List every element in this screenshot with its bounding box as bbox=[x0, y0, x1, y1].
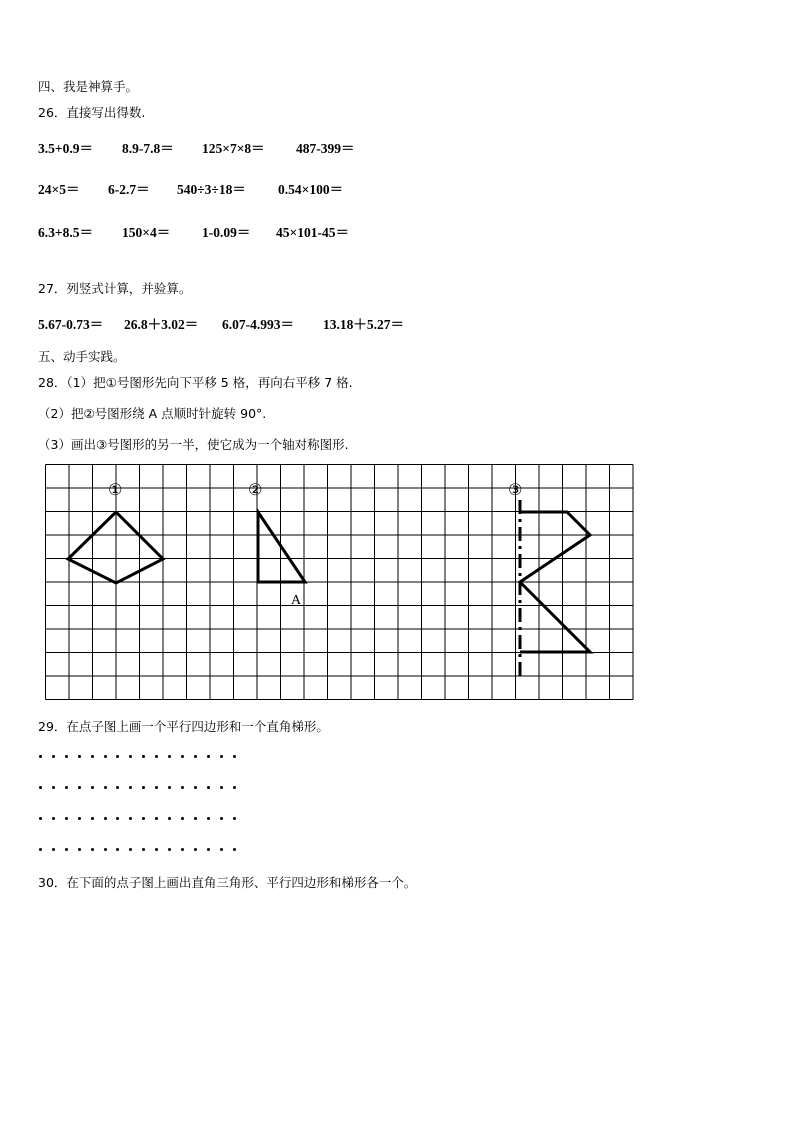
grid-dot bbox=[116, 848, 119, 851]
q26-expr: 125×7×8＝ bbox=[202, 141, 265, 156]
q27-expr: 6.07-4.993＝ bbox=[222, 317, 294, 332]
grid-dot bbox=[194, 817, 197, 820]
q26-expr: 6.3+8.5＝ bbox=[38, 225, 93, 240]
q28-line-2: （2）把②号图形绕 A 点顺时针旋转 90°. bbox=[38, 406, 267, 421]
q26-title: 26．直接写出得数. bbox=[38, 105, 146, 120]
q26-expr: 3.5+0.9＝ bbox=[38, 141, 93, 156]
grid-dot bbox=[181, 817, 184, 820]
grid-dot bbox=[52, 755, 55, 758]
grid-dot bbox=[52, 786, 55, 789]
section-4-title: 四、我是神算手。 bbox=[38, 79, 139, 94]
q28-line-3: （3）画出③号图形的另一半，使它成为一个轴对称图形. bbox=[38, 437, 349, 452]
q27-expr: 5.67-0.73＝ bbox=[38, 317, 104, 332]
q26-expr: 487-399＝ bbox=[296, 141, 355, 156]
grid-dot bbox=[39, 817, 42, 820]
grid-dot bbox=[78, 817, 81, 820]
point-a-label: A bbox=[291, 593, 302, 608]
grid-dot bbox=[155, 755, 158, 758]
figure-1-label: ① bbox=[108, 480, 123, 499]
grid-dot bbox=[104, 848, 107, 851]
q26-expr: 150×4＝ bbox=[122, 225, 171, 240]
section-5-title: 五、动手实践。 bbox=[38, 349, 126, 364]
grid-dot bbox=[116, 755, 119, 758]
grid-dot bbox=[220, 817, 223, 820]
grid-dot bbox=[116, 817, 119, 820]
grid-dot bbox=[233, 786, 236, 789]
grid-dot bbox=[129, 817, 132, 820]
q30-title: 30．在下面的点子图上画出直角三角形、平行四边形和梯形各一个。 bbox=[38, 875, 417, 890]
grid-dot bbox=[207, 755, 210, 758]
q26-expr: 540÷3÷18＝ bbox=[177, 182, 246, 197]
grid-dot bbox=[233, 848, 236, 851]
grid-dot bbox=[194, 755, 197, 758]
grid-dot bbox=[91, 848, 94, 851]
grid-dot bbox=[142, 786, 145, 789]
q27-expr: 26.8＋3.02＝ bbox=[124, 317, 199, 332]
grid-dot bbox=[142, 755, 145, 758]
figure-2-triangle bbox=[258, 512, 305, 582]
grid-dot bbox=[233, 817, 236, 820]
grid-dot bbox=[220, 848, 223, 851]
grid-dot bbox=[207, 817, 210, 820]
grid-dot bbox=[104, 817, 107, 820]
q27-expr: 13.18＋5.27＝ bbox=[323, 317, 404, 332]
grid-dot bbox=[155, 786, 158, 789]
grid-dot bbox=[65, 755, 68, 758]
grid-dot bbox=[168, 786, 171, 789]
grid-dot bbox=[181, 755, 184, 758]
grid-dot bbox=[91, 817, 94, 820]
grid-dot bbox=[168, 755, 171, 758]
grid-dot bbox=[78, 848, 81, 851]
grid-dot bbox=[65, 817, 68, 820]
grid-dot bbox=[155, 817, 158, 820]
grid-dot bbox=[52, 848, 55, 851]
grid-dot bbox=[104, 786, 107, 789]
q29-title: 29．在点子图上画一个平行四边形和一个直角梯形。 bbox=[38, 719, 329, 734]
figure-3-label: ③ bbox=[508, 480, 523, 499]
q28-line-1: 28．（1）把①号图形先向下平移 5 格，再向右平移 7 格. bbox=[38, 375, 353, 390]
q26-expr: 45×101-45＝ bbox=[276, 225, 349, 240]
grid-dot bbox=[104, 755, 107, 758]
grid-dot bbox=[207, 848, 210, 851]
grid-dot bbox=[220, 786, 223, 789]
grid-lines bbox=[46, 465, 634, 700]
grid-dot bbox=[39, 848, 42, 851]
grid-dot bbox=[207, 786, 210, 789]
q26-expr: 0.54×100＝ bbox=[278, 182, 344, 197]
grid-dot bbox=[142, 848, 145, 851]
grid-dot bbox=[168, 848, 171, 851]
square-grid bbox=[45, 464, 639, 701]
grid-dot bbox=[168, 817, 171, 820]
q26-expr: 6-2.7＝ bbox=[108, 182, 150, 197]
grid-dot bbox=[142, 817, 145, 820]
grid-dot bbox=[194, 786, 197, 789]
grid-dot bbox=[52, 817, 55, 820]
grid-dot bbox=[78, 786, 81, 789]
grid-dot bbox=[65, 848, 68, 851]
q26-expr: 24×5＝ bbox=[38, 182, 80, 197]
grid-dot bbox=[129, 786, 132, 789]
grid-dot bbox=[155, 848, 158, 851]
grid-dot bbox=[181, 848, 184, 851]
grid-dot bbox=[91, 755, 94, 758]
figure-2-label: ② bbox=[248, 480, 263, 499]
grid-dot bbox=[129, 848, 132, 851]
grid-dot bbox=[181, 786, 184, 789]
q26-expr: 1-0.09＝ bbox=[202, 225, 251, 240]
q27-title: 27．列竖式计算，并验算。 bbox=[38, 281, 192, 296]
grid-dot bbox=[65, 786, 68, 789]
grid-dot bbox=[220, 755, 223, 758]
grid-dot bbox=[91, 786, 94, 789]
grid-dot bbox=[233, 755, 236, 758]
grid-dot bbox=[129, 755, 132, 758]
grid-dot bbox=[116, 786, 119, 789]
grid-dot bbox=[39, 786, 42, 789]
q26-expr: 8.9-7.8＝ bbox=[122, 141, 174, 156]
grid-dot bbox=[78, 755, 81, 758]
grid-dot bbox=[194, 848, 197, 851]
grid-dot bbox=[39, 755, 42, 758]
